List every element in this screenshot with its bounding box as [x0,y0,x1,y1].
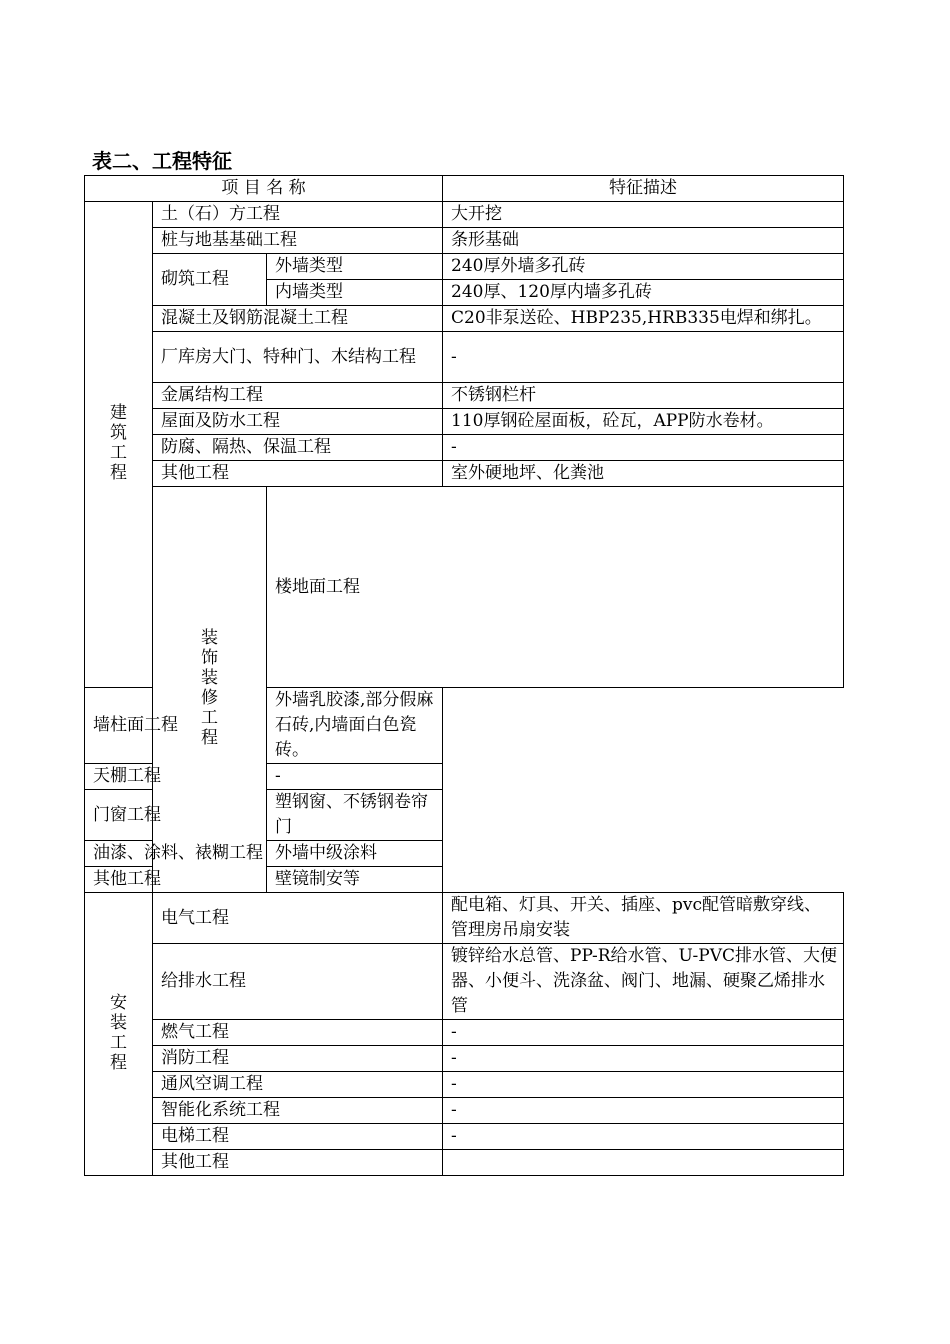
item-name: 墙柱面工程 [85,688,267,764]
item-desc: 镀锌给水总管、PP-R给水管、U-PVC排水管、大便器、小便斗、洗涤盆、阀门、地漏、硬聚乙烯排水管 [443,944,844,1020]
item-desc: - [443,1072,844,1098]
item-name: 土（石）方工程 [153,202,443,228]
item-desc: 室外硬地坪、化粪池 [443,461,844,487]
item-desc: 110厚钢砼屋面板，砼瓦，APP防水卷材。 [443,409,844,435]
item-desc: - [443,1046,844,1072]
item-name: 混凝土及钢筋混凝土工程 [153,306,443,332]
item-desc: 240厚、120厚内墙多孔砖 [443,280,844,306]
category-label: 装饰装修工程 [201,628,218,748]
item-name: 智能化系统工程 [153,1098,443,1124]
table-row [85,332,844,383]
table-row [85,1124,844,1150]
item-desc: - [443,1098,844,1124]
item-desc: 壁镜制安等 [267,867,443,893]
item-desc: 外墙中级涂料 [267,841,443,867]
item-name: 防腐、隔热、保温工程 [153,435,443,461]
table-row [85,867,844,893]
item-name: 厂库房大门、特种门、木结构工程 [153,332,443,383]
table-row [85,461,844,487]
item-desc: 条形基础 [443,228,844,254]
table-row [85,944,844,1020]
table-row [85,790,844,841]
table-row [85,1046,844,1072]
table-row [85,409,844,435]
item-desc: - [267,764,443,790]
category-label: 安装工程 [110,992,127,1073]
item-name: 桩与地基基础工程 [153,228,443,254]
engineering-features-table [84,175,844,1176]
table-row [85,841,844,867]
item-name: 砌筑工程 [153,254,267,306]
table-row [85,893,844,944]
item-name: 屋面及防水工程 [153,409,443,435]
table-row [85,383,844,409]
item-desc: - [443,1124,844,1150]
item-name: 楼地面工程 [267,487,844,688]
item-name: 油漆、涂料、裱糊工程 [85,841,267,867]
item-subname: 外墙类型 [267,254,443,280]
item-name: 其他工程 [153,1150,443,1176]
table-row [85,1150,844,1176]
item-desc: C20非泵送砼、HBP235,HRB335电焊和绑扎。 [443,306,844,332]
item-name: 消防工程 [153,1046,443,1072]
item-desc: 大开挖 [443,202,844,228]
table-row [85,487,844,688]
table-row [85,764,844,790]
item-desc: 配电箱、灯具、开关、插座、pvc配管暗敷穿线、管理房吊扇安装 [443,893,844,944]
table-header-row [85,176,844,202]
item-name: 门窗工程 [85,790,267,841]
item-name: 电梯工程 [153,1124,443,1150]
item-name: 电气工程 [153,893,443,944]
category-building [85,202,153,688]
table-row [85,306,844,332]
table-row [85,1098,844,1124]
item-name: 给排水工程 [153,944,443,1020]
header-feature-desc: 特征描述 [443,176,844,202]
table-row [85,1072,844,1098]
table-row [85,254,844,280]
category-label: 建筑工程 [110,403,127,483]
table-row [85,688,844,764]
table-row [85,1020,844,1046]
item-name: 其他工程 [85,867,267,893]
item-name: 天棚工程 [85,764,267,790]
item-desc: 不锈钢栏杆 [443,383,844,409]
item-desc: 240厚外墙多孔砖 [443,254,844,280]
item-desc: - [443,332,844,383]
item-desc [443,1150,844,1176]
item-name: 通风空调工程 [153,1072,443,1098]
item-desc: - [443,435,844,461]
item-desc: 塑钢窗、不锈钢卷帘门 [267,790,443,841]
item-name: 其他工程 [153,461,443,487]
document-title: 表二、工程特征 [92,149,232,173]
category-installation [85,893,153,1176]
item-desc: 外墙乳胶漆,部分假麻石砖,内墙面白色瓷砖。 [267,688,443,764]
table-row [85,435,844,461]
item-name: 金属结构工程 [153,383,443,409]
table-row [85,228,844,254]
table-row [85,202,844,228]
item-subname: 内墙类型 [267,280,443,306]
item-desc: - [443,1020,844,1046]
header-project-name: 项 目 名 称 [85,176,443,202]
item-name: 燃气工程 [153,1020,443,1046]
